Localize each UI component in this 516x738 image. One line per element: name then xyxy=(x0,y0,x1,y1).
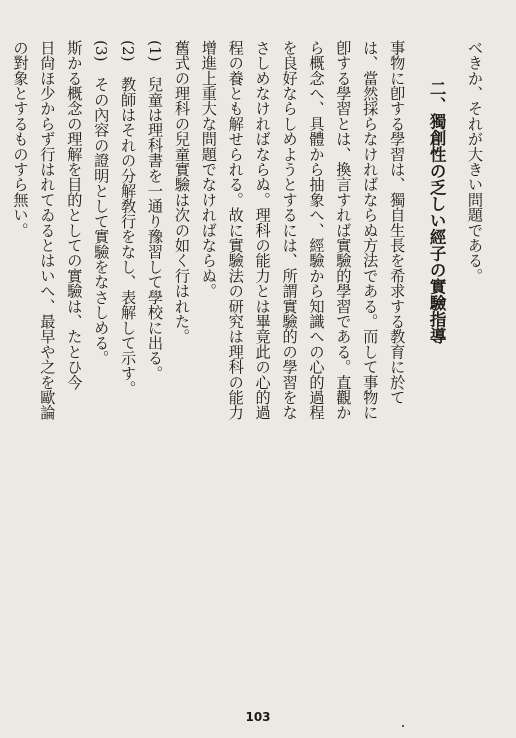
section-heading: 二、獨創性の乏しい經子の實驗指導 xyxy=(427,80,447,344)
text-column: 增進上重大な問題でなければならぬ。 xyxy=(199,40,218,299)
column-gap xyxy=(449,40,461,680)
text-column: (2) 教師はそれの分解敎行をなし、表解して示す。 xyxy=(119,40,138,396)
text-column: 舊式の理科の兒童實驗は次の如く行はれた。 xyxy=(172,40,191,344)
text-column: は、當然採らなければならぬ方法である。而して事物に xyxy=(361,40,380,420)
text-column: ら概念へ、具體から抽象へ、經驗から知識への心的過程 xyxy=(307,40,326,420)
text-column: を良好ならしめようとするには、所謂實驗的の學習をな xyxy=(280,40,299,420)
text-column: べきか、それが大きい問題である。 xyxy=(466,40,484,284)
text-column: 卽する學習とは、換言すれば實驗的學習である。直觀か xyxy=(334,40,353,420)
vertical-body-text xyxy=(0,40,488,680)
text-column: (3) その內容の證明として實驗をなさしめる。 xyxy=(92,40,111,366)
text-column: 事物に卽する學習は、獨自生長を希求する教育に於て xyxy=(388,40,407,405)
print-speck xyxy=(402,725,404,727)
column-gap xyxy=(410,40,422,680)
text-column: 程の養とも解せられる。故に實驗法の研究は理科の能力 xyxy=(226,40,245,420)
page-number: 103 xyxy=(245,710,271,724)
text-column: の對象とするものすら無い。 xyxy=(11,40,30,238)
text-column: さしめなければならぬ。理科の能力とは畢竟此の心的過 xyxy=(253,40,272,420)
column-gap xyxy=(0,40,7,680)
text-column: 斯かる概念の理解を目的としての實驗は、たとひ今 xyxy=(65,40,84,390)
text-column: 日尙ほ少からず行はれてゐるとはいへ、最早や之を歐論 xyxy=(38,40,57,420)
text-column: (1) 兒童は理科書を一通り豫習して學校に出る。 xyxy=(146,40,165,381)
